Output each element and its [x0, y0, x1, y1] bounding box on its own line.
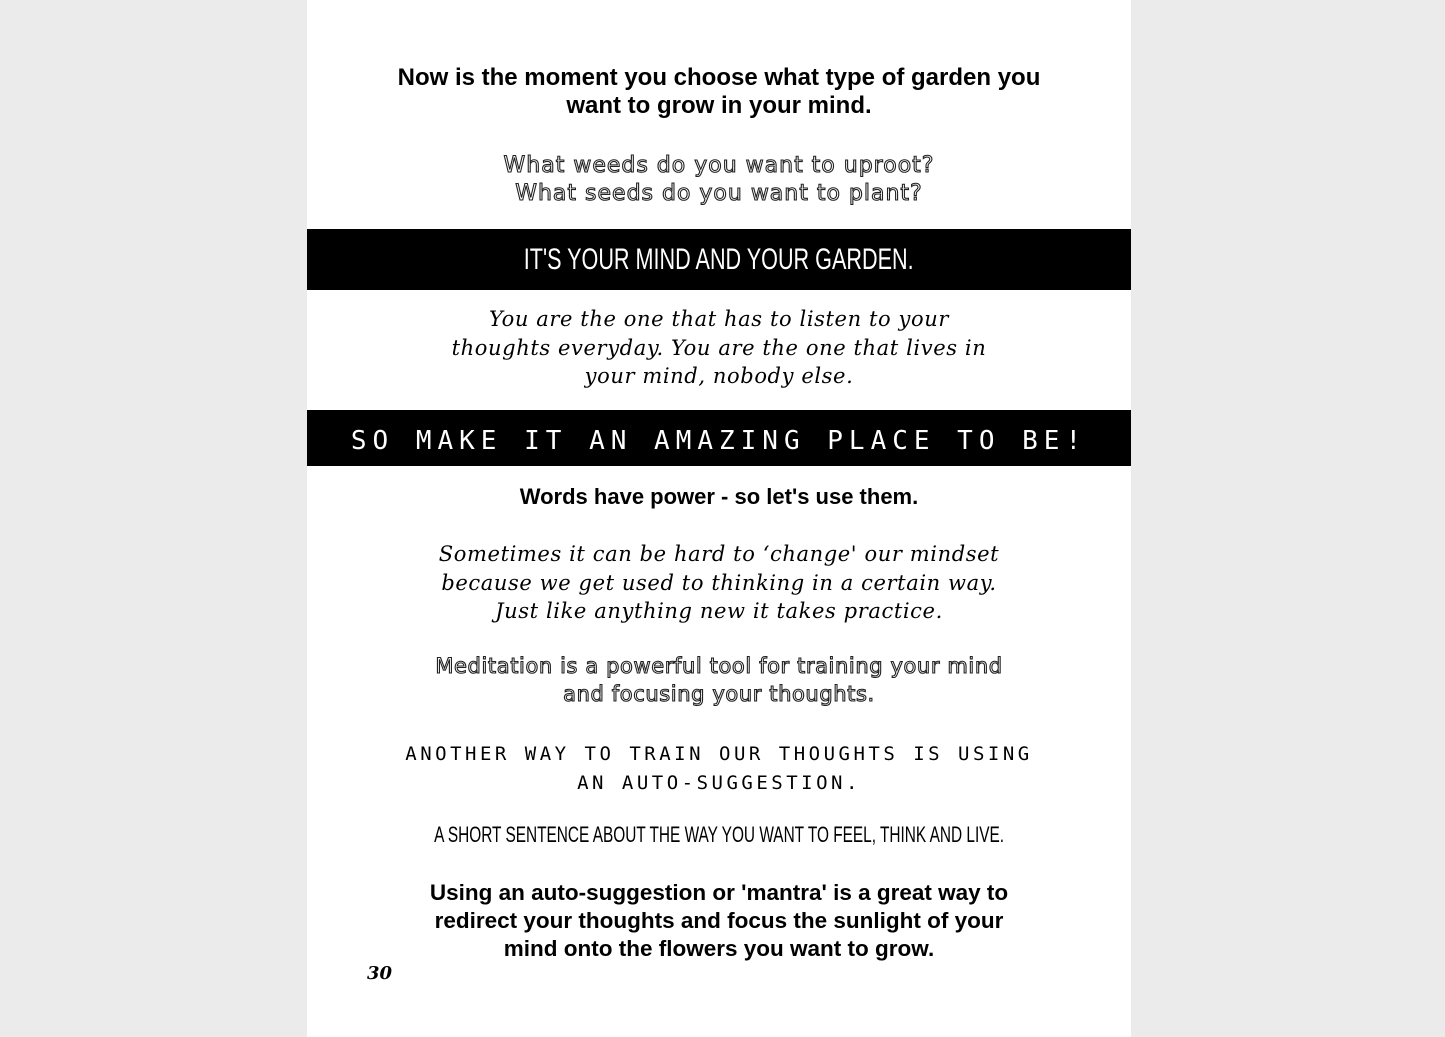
questions-paragraph	[307, 152, 1131, 208]
question-line-2: What seeds do you want to plant?	[515, 181, 923, 206]
short-sentence-text: A SHORT SENTENCE ABOUT THE WAY YOU WANT TO FEEL, THINK AND LIVE.	[434, 822, 1004, 847]
intro-line-2: want to grow in your mind.	[566, 92, 872, 119]
banner-your-mind-garden	[307, 229, 1131, 290]
words-heading-text: Words have power - so let's use them.	[519, 484, 919, 509]
body-2-line-2: because we get used to thinking in a certain way.	[441, 570, 997, 595]
body-paragraph-1	[307, 305, 1131, 391]
closing-line-3: mind onto the flowers you want to grow.	[503, 936, 935, 961]
body-1-line-2: thoughts everyday. You are the one that lives in	[451, 335, 987, 360]
page-number: 30	[367, 963, 393, 984]
body-paragraph-2	[307, 540, 1131, 626]
banner-amazing-place	[307, 410, 1131, 466]
another-way-paragraph	[307, 740, 1131, 797]
meditation-line-2: and focusing your thoughts.	[563, 682, 875, 706]
document-page	[307, 0, 1131, 1037]
another-line-2: AN AUTO-SUGGESTION.	[577, 771, 861, 794]
short-sentence-paragraph	[307, 821, 1131, 849]
another-line-1: ANOTHER WAY TO TRAIN OUR THOUGHTS IS USING	[405, 743, 1033, 765]
question-line-1: What weeds do you want to uproot?	[503, 153, 935, 178]
meditation-paragraph	[307, 652, 1131, 708]
body-1-line-3: your mind, nobody else.	[584, 364, 854, 388]
body-2-line-1: Sometimes it can be hard to ‘change' our mindset	[438, 542, 1000, 566]
banner-2-text: SO MAKE IT AN AMAZING PLACE TO BE!	[350, 426, 1088, 456]
body-1-line-1: You are the one that has to listen to your	[488, 307, 950, 331]
words-heading	[307, 483, 1131, 511]
intro-paragraph	[307, 64, 1131, 120]
closing-line-1: Using an auto-suggestion or 'mantra' is a great way to	[429, 880, 1009, 905]
meditation-line-1: Meditation is a powerful tool for training your mind	[435, 654, 1003, 678]
body-2-line-3: Just like anything new it takes practice.	[495, 599, 943, 623]
closing-line-2: redirect your thoughts and focus the sunlight of your	[434, 908, 1004, 933]
closing-paragraph	[307, 879, 1131, 963]
intro-line-1: Now is the moment you choose what type of garden you	[397, 64, 1041, 91]
banner-1-text: IT'S YOUR MIND AND YOUR GARDEN.	[524, 243, 914, 276]
